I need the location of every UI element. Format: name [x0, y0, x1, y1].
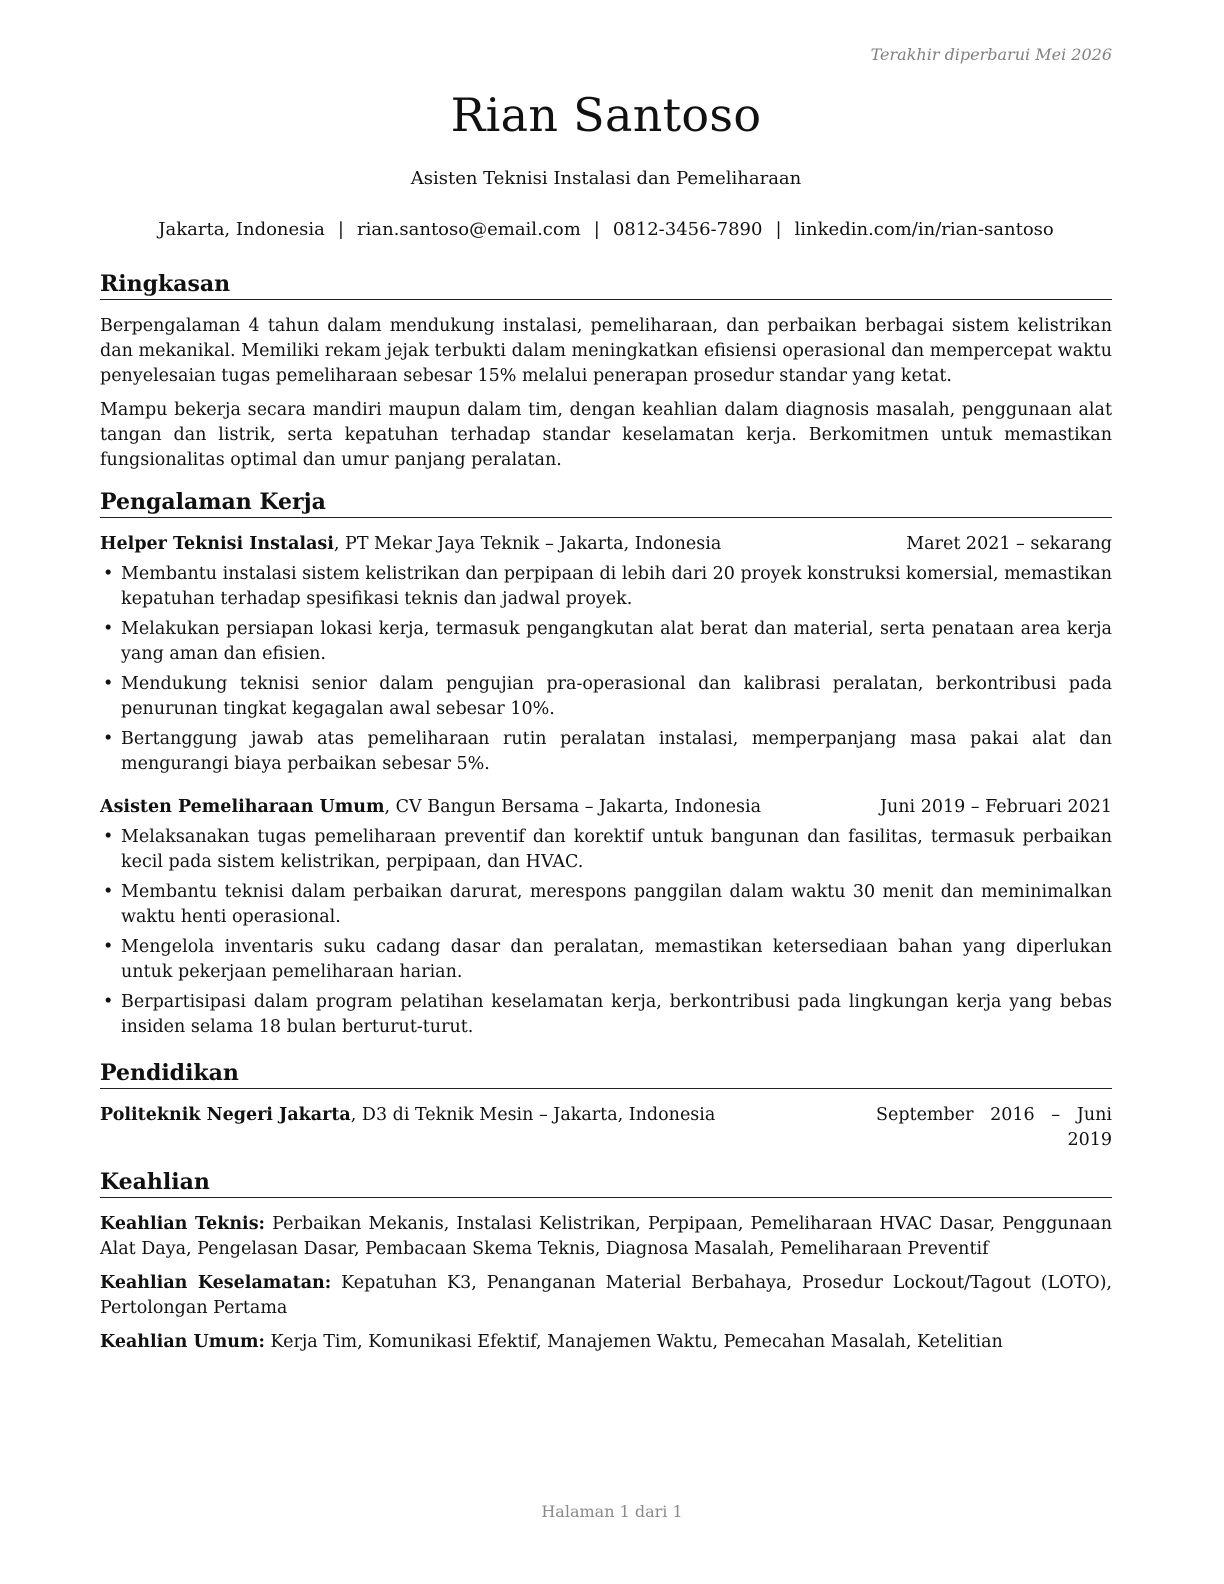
skill-group: [100, 1212, 1112, 1262]
education-dates: September 2016 – Juni 2019: [876, 1105, 1112, 1150]
job-entry: [100, 795, 1112, 1040]
section-title-summary: Ringkasan: [100, 270, 1112, 300]
job-role-line: [100, 532, 721, 557]
job-bullets: [100, 825, 1112, 1040]
skill-group: [100, 1271, 1112, 1321]
job-company: , PT Mekar Jaya Teknik – Jakarta, Indonesia: [333, 534, 722, 554]
job-title: Asisten Teknisi Instalasi dan Pemeliharaan: [410, 168, 802, 189]
education-section: [100, 1059, 1112, 1153]
contact-location: Jakarta, Indonesia: [158, 219, 325, 240]
bullet-icon: •: [103, 992, 114, 1012]
bullet-text: Melaksanakan tugas pemeliharaan preventif dan korektif untuk bangunan dan fasilitas, termasuk perbaikan kecil pada sistem kelistrikan, perpipaan, dan HVAC.: [121, 827, 1112, 872]
job-header: [100, 532, 1112, 557]
skills-section: [100, 1168, 1112, 1355]
summary-section: [100, 270, 1112, 473]
list-item: [100, 672, 1112, 722]
skill-group: [100, 1330, 1112, 1355]
education-school: Politeknik Negeri Jakarta: [100, 1105, 351, 1125]
job-dates: Juni 2019 – Februari 2021: [879, 797, 1112, 817]
bullet-text: Mengelola inventaris suku cadang dasar dan peralatan, memastikan ketersediaan bahan yang diperlukan untuk pekerjaan pemeliharaan harian.: [121, 937, 1112, 982]
bullet-icon: •: [103, 882, 114, 902]
bullet-text: Membantu instalasi sistem kelistrikan dan perpipaan di lebih dari 20 proyek konstruksi komersial, memastikan kepatuhan terhadap spesifikasi teknis dan jadwal proyek.: [121, 564, 1112, 609]
list-item: [100, 880, 1112, 930]
contact-email[interactable]: rian.santoso@email.com: [356, 219, 581, 240]
section-title-experience: Pengalaman Kerja: [100, 488, 1112, 518]
education-detail: , D3 di Teknik Mesin – Jakarta, Indonesia: [350, 1105, 716, 1125]
contact-phone: 0812-3456-7890: [612, 219, 763, 240]
list-item: [100, 825, 1112, 875]
list-item: [100, 990, 1112, 1040]
bullet-text: Berpartisipasi dalam program pelatihan keselamatan kerja, berkontribusi pada lingkungan kerja yang bebas insiden selama 18 bulan berturut-turut.: [121, 992, 1112, 1037]
section-title-skills: Keahlian: [100, 1168, 1112, 1198]
job-bullets: [100, 562, 1112, 777]
skill-label: Keahlian Keselamatan:: [100, 1273, 332, 1293]
contact-separator: |: [775, 219, 782, 240]
job-header: [100, 795, 1112, 820]
section-title-education: Pendidikan: [100, 1059, 1112, 1089]
summary-paragraph: Mampu bekerja secara mandiri maupun dalam tim, dengan keahlian dalam diagnosis masalah, penggunaan alat tangan dan listrik, serta kepatuhan terhadap standar keselamatan kerja. Berkomitmen untuk memastikan fungsionalitas optimal dan umur panjang peralatan.: [100, 400, 1112, 470]
bullet-icon: •: [103, 564, 114, 584]
bullet-icon: •: [103, 619, 114, 639]
skill-label: Keahlian Umum:: [100, 1332, 265, 1352]
contact-separator: |: [593, 219, 600, 240]
list-item: [100, 617, 1112, 667]
education-entry: [100, 1103, 1112, 1153]
bullet-text: Mendukung teknisi senior dalam pengujian pra-operasional dan kalibrasi peralatan, berkontribusi pada penurunan tingkat kegagalan awal sebesar 10%.: [121, 674, 1112, 719]
job-role: Asisten Pemeliharaan Umum: [100, 797, 385, 817]
summary-paragraph: Berpengalaman 4 tahun dalam mendukung instalasi, pemeliharaan, dan perbaikan berbagai sistem kelistrikan dan mekanikal. Memiliki rekam jejak terbukti dalam meningkatkan efisiensi operasional dan mempercepat waktu penyelesaian tugas pemeliharaan sebesar 15% melalui penerapan prosedur standar yang ketat.: [100, 316, 1112, 386]
job-company: , CV Bangun Bersama – Jakarta, Indonesia: [384, 797, 762, 817]
bullet-icon: •: [103, 937, 114, 957]
skill-label: Keahlian Teknis:: [100, 1214, 266, 1234]
job-dates: Maret 2021 – sekarang: [906, 534, 1112, 554]
education-line: [100, 1103, 715, 1153]
bullet-text: Bertanggung jawab atas pemeliharaan rutin peralatan instalasi, memperpanjang masa pakai alat dan mengurangi biaya perbaikan sebesar 5%.: [121, 729, 1112, 774]
last-updated: Terakhir diperbarui Mei 2026: [870, 45, 1112, 64]
contact-line: [100, 219, 1112, 240]
skill-text: Perbaikan Mekanis, Instalasi Kelistrikan, Perpipaan, Pemeliharaan HVAC Dasar, Penggunaan Alat Daya, Pengelasan Dasar, Pembacaan Skema Teknis, Diagnosa Masalah, Pemeliharaan Preventif: [100, 1214, 1112, 1259]
contact-separator: |: [337, 219, 344, 240]
experience-section: [100, 488, 1112, 1040]
job-entry: [100, 532, 1112, 777]
list-item: [100, 727, 1112, 777]
bullet-icon: •: [103, 827, 114, 847]
bullet-text: Melakukan persiapan lokasi kerja, termasuk pengangkutan alat berat dan material, serta penataan area kerja yang aman dan efisien.: [121, 619, 1112, 664]
skill-text: Kerja Tim, Komunikasi Efektif, Manajemen Waktu, Pemecahan Masalah, Ketelitian: [264, 1332, 1003, 1352]
bullet-icon: •: [103, 729, 114, 749]
contact-linkedin[interactable]: linkedin.com/in/rian-santoso: [794, 219, 1054, 240]
job-role: Helper Teknisi Instalasi: [100, 534, 334, 554]
bullet-text: Membantu teknisi dalam perbaikan darurat, merespons panggilan dalam waktu 30 menit dan meminimalkan waktu henti operasional.: [121, 882, 1112, 927]
job-role-line: [100, 795, 761, 820]
person-name: Rian Santoso: [450, 88, 762, 142]
list-item: [100, 562, 1112, 612]
page-number: Halaman 1 dari 1: [541, 1502, 683, 1521]
skill-text: Kepatuhan K3, Penanganan Material Berbahaya, Prosedur Lockout/Tagout (LOTO), Pertolongan Pertama: [100, 1273, 1112, 1318]
bullet-icon: •: [103, 674, 114, 694]
list-item: [100, 935, 1112, 985]
